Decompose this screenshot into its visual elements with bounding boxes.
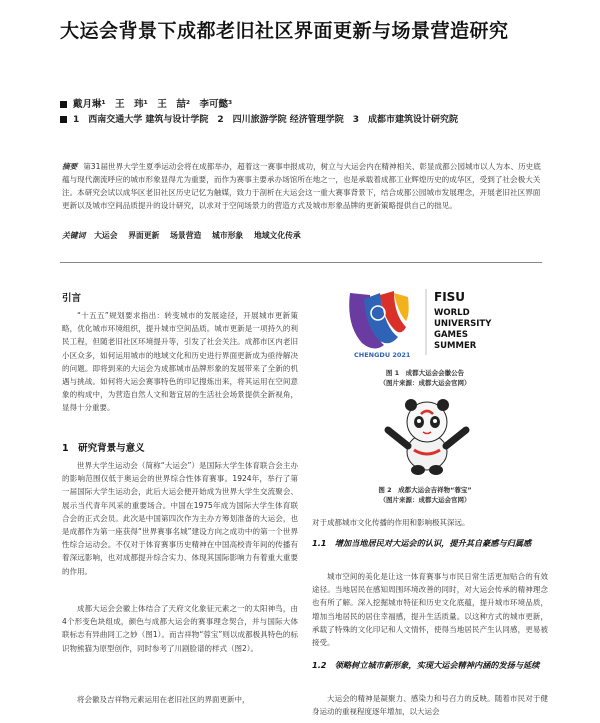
figure-2-caption-title: 图 2 成都大运会吉祥物“蓉宝”: [378, 486, 472, 494]
emblem-mark: [349, 291, 408, 349]
logo-line-fisu: FISU: [434, 290, 466, 304]
figure-1-caption-source: （图片来源：成都大运会官网）: [379, 379, 471, 387]
figure-2-caption: [312, 485, 538, 505]
subsection-1-1-heading: 1.1 增加当地居民对大运会的认识，提升其自豪感与归属感: [312, 538, 532, 548]
square-bullet-icon: [60, 116, 67, 123]
section-1-paragraph-1: 世界大学生运动会（简称“大运会”）是国际大学生体育联合会主办的影响范围仅低于奥运会的世界综合性体育赛事。1924年，举行了第一届国际大学生运动会，此后大运会便开始成为世界大学生交流聚会、展示当代青年风采的重要场合。中国在1975年成为国际大学生体育联合会的正式会员。此次是中国第四次作为主办方筹划准备的大运会，也是成都作为第一座获得“世界赛事名城”建设方向之成功中的第一个世界性综合运动会。不仅对于体育赛事历史精神在中国高校青年间的传播有着深远影响，也对成都提升综合实力、体现其国际影响力有着重大重要的作用。: [62, 461, 298, 576]
mascot-arm-left: [388, 430, 408, 446]
affiliation-line: [60, 112, 458, 125]
emblem-city-text: CHENGDU 2021: [354, 351, 411, 359]
abstract-text: 第31届世界大学生夏季运动会将在成都举办，超着这一赛事申报成功，树立与大运会内在精神相关、彰显成都公园城市以人为本、历史底蕴与现代潮流呼应的城市形象显得尤为重要，而作为赛事主要承办场馆所在地之一，也是承载着成都工业辉煌历史的成华区，受到了社会极大关注。本研究会试以成华区老旧社区历史记忆为触媒，致力于剖析在大运会这一重大赛事背景下，结合成都公园城市发展理念，开展老旧社区界面更新以及城市空间品质提升的设计研究，以求对于空间场景力的营造方式及城市形象品牌的更新策略提供自己的拙见。: [62, 162, 541, 210]
affiliations: 1 西南交通大学 建筑与设计学院 2 四川旅游学院 经济管理学院 3 成都市建筑设计研究院: [73, 115, 459, 125]
author-line: [60, 96, 232, 110]
authors: 戴月琳¹ 王 玮¹ 王 喆² 李可懿³: [73, 99, 233, 110]
section-1-paragraph-3: 将会徽及吉祥物元素运用在老旧社区的界面更新中，: [77, 695, 250, 704]
figure-1-emblem: [340, 285, 510, 360]
keyword: 地域文化传承: [253, 231, 301, 240]
keywords: [62, 230, 546, 241]
logo-line-university: UNIVERSITY: [434, 319, 492, 329]
subsection-1-2-paragraph: 大运会的精神是凝聚力、感染力和号召力的反映。随着市民对于健身运动的重视程度逐年增加，以大运会: [312, 694, 548, 717]
abstract-label: 摘要: [62, 162, 78, 171]
right-column-continuation: 对于成都城市文化传播的作用和影响极其深远。: [312, 518, 470, 527]
logo-line-games: GAMES: [434, 330, 468, 340]
mascot-leg-left: [411, 465, 425, 475]
figure-2-mascot: [372, 390, 482, 478]
logo-line-summer: SUMMER: [434, 341, 477, 351]
mascot-leg-right: [429, 465, 443, 475]
square-bullet-icon: [60, 101, 67, 108]
mascot-ear-right: [437, 399, 449, 411]
section-1-paragraph-2: 成都大运会会徽上体结合了天府文化象征元素之一的太阳神鸟，由4个形变色块组成，颜色与成都大运会的赛事理念契合，并与国际大体联标志有异曲同工之妙（图1）。而吉祥物“蓉宝”则以成都极具特色的标识物熊猫为原型创作，同时参考了川剧脸谱的样式（图2）。: [62, 604, 298, 653]
figure-1-caption: [312, 368, 538, 388]
subsection-1-2-heading: 1.2 领略树立城市新形象，实现大运会精神内涵的发扬与延续: [312, 660, 540, 670]
mascot-ear-left: [405, 399, 417, 411]
subsection-1-1-paragraph: 城市空间的美化是让这一体育赛事与市民日常生活更加贴合的有效途径。当地居民在感知周围环境改善的同时，对大运会传承的精神理念也有所了解。深入挖掘城市特征和历史文化底蕴，提升城市环境品质，增加当地居民的居住幸福感，提升生活质量。以这种方式的城市更新，承载了特殊的文化印记和人文情怀，使得当地居民产生认同感，更易被接受。: [312, 572, 548, 648]
intro-paragraph: “十五五”规划要求指出：转变城市的发展途径，开展城市更新策略，优化城市环境组织，提升城市空间品质。城市更新是一项持久的利民工程，但随老旧社区环境提升等，引发了社会关注。成都市区内老旧小区众多，如何运用城市的地域文化和历史进行界面更新成为亟待解决的问题。即将到来的大运会为成都城市品牌形象的发展带来了全新的机遇与挑战。如何将大运会赛事特色的印记搜炼出来，将其运用在空间意象的构成中，为营造自然人文和谐宜居的生活社会场景提供全新视角，显得十分重要。: [62, 311, 298, 413]
keyword: 大运会: [94, 231, 118, 240]
keywords-label: 关键词: [62, 231, 86, 240]
keyword: 界面更新: [128, 231, 160, 240]
paper-title: 大运会背景下成都老旧社区界面更新与场景营造研究: [60, 20, 509, 42]
abstract: [62, 160, 546, 212]
keyword: 场景营造: [170, 231, 202, 240]
mascot-arm-right: [446, 430, 466, 446]
figure-2-caption-source: （图片来源：成都大运会官网）: [379, 496, 471, 504]
logo-line-world: WORLD: [434, 308, 470, 318]
figure-1-caption-title: 图 1 成都大运会会徽公告: [385, 369, 465, 377]
section-1-heading: 1 研究背景与意义: [62, 443, 145, 454]
divider: [60, 262, 542, 263]
keyword: 城市形象: [212, 231, 244, 240]
intro-heading: 引言: [62, 293, 82, 304]
